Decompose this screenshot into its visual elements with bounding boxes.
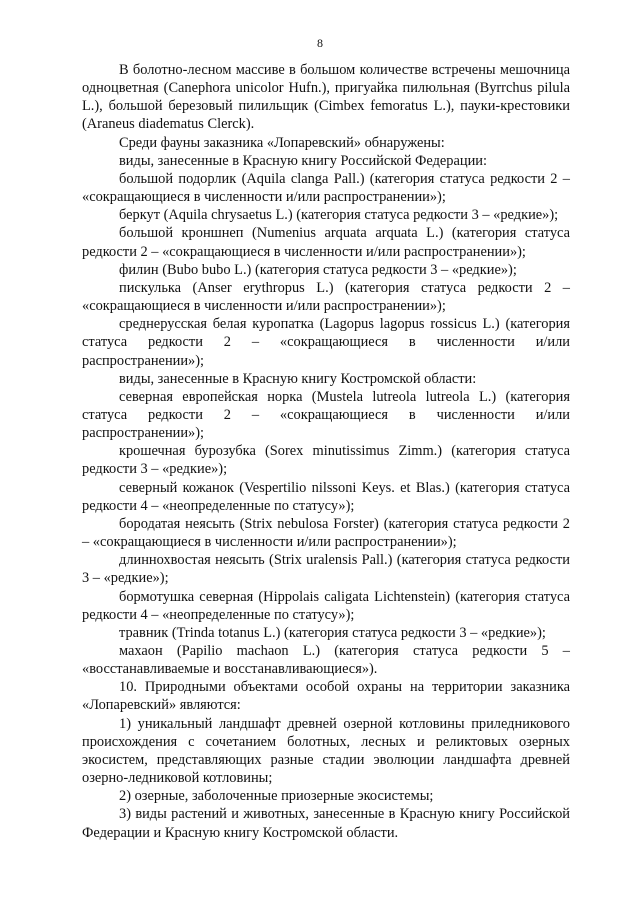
list-item-species: северный кожанок (Vespertilio nilssoni Keys. et Blas.) (категория статуса редкости 4 – «неопределенные по статусу»); — [82, 479, 570, 514]
paragraph-rf-red-book-heading: виды, занесенные в Красную книгу Российской Федерации: — [119, 152, 487, 169]
paragraph-kostroma-red-book-heading: виды, занесенные в Красную книгу Костромской области: — [119, 370, 477, 387]
paragraph-protected-objects-heading: 10. Природными объектами особой охраны на территории заказника «Лопаревский» являются: — [82, 679, 570, 714]
paragraph-bog-forest-fauna: В болотно-лесном массиве в большом количестве встречены мешочница одноцветная (Canephora unicolor Hufn.), пригуайка пилюльная (Byrrchus pilula L.), большой березовый пилильщик (Cimbex femoratus L.), пауки-крестовики (Araneus diadematus Clerck). — [82, 62, 570, 133]
list-item-species: крошечная бурозубка (Sorex minutissimus Zimm.) (категория статуса редкости 3 – «редкие»); — [82, 443, 570, 478]
page-number: 8 — [317, 36, 323, 50]
list-item-species: длиннохвостая неясыть (Strix uralensis Pall.) (категория статуса редкости 3 – «редкие»); — [82, 552, 570, 587]
list-item-species: беркут (Aquila chrysaetus L.) (категория статуса редкости 3 – «редкие»); — [119, 207, 559, 224]
list-item-species: большой кроншнеп (Numenius arquata arquata L.) (категория статуса редкости 2 – «сокращающиеся в численности и/или распространении»); — [82, 225, 570, 260]
list-item-species: большой подорлик (Aquila clanga Pall.) (категория статуса редкости 2 – «сокращающиеся в численности и/или распространении»); — [82, 170, 570, 206]
list-item-species: среднерусская белая куропатка (Lagopus lagopus rossicus L.) (категория статуса редкости 2 – «сокращающиеся в численности и/или распространении»); — [82, 316, 570, 369]
list-item-species: филин (Bubo bubo L.) (категория статуса редкости 3 – «редкие»); — [119, 261, 517, 278]
list-item-species: пискулька (Anser erythropus L.) (категория статуса редкости 2 – «сокращающиеся в численности и/или распространении»); — [82, 279, 570, 315]
list-item-protected-object: 2) озерные, заболоченные приозерные экосистемы; — [119, 788, 434, 805]
document-body — [82, 61, 570, 842]
list-item-species: северная европейская норка (Mustela lutreola lutreola L.) (категория статуса редкости 2 – «сокращающиеся в численности и/или распространении»); — [82, 388, 570, 442]
list-item-protected-object: 1) уникальный ландшафт древней озерной котловины приледникового происхождения с сочетанием болотных, лесных и реликтовых озерных экосистем, представляющих разные стадии эволюции ландшафта древней озерно-ледниковой котловины; — [82, 715, 570, 787]
list-item-species: махаон (Papilio machaon L.) (категория статуса редкости 5 – «восстанавливаемые и восстанавливающиеся»). — [82, 643, 570, 678]
paragraph-fauna-intro: Среди фауны заказника «Лопаревский» обнаружены: — [119, 134, 445, 151]
list-item-species: бородатая неясыть (Strix nebulosa Forster) (категория статуса редкости 2 – «сокращающиеся в численности и/или распространении»); — [82, 515, 570, 551]
list-item-species: травник (Trinda totanus L.) (категория статуса редкости 3 – «редкие»); — [119, 624, 546, 641]
list-item-protected-object: 3) виды растений и животных, занесенные в Красную книгу Российской Федерации и Красную книгу Костромской области. — [82, 806, 570, 841]
list-item-species: бормотушка северная (Hippolais caligata Lichtenstein) (категория статуса редкости 4 – «неопределенные по статусу»); — [82, 588, 570, 623]
